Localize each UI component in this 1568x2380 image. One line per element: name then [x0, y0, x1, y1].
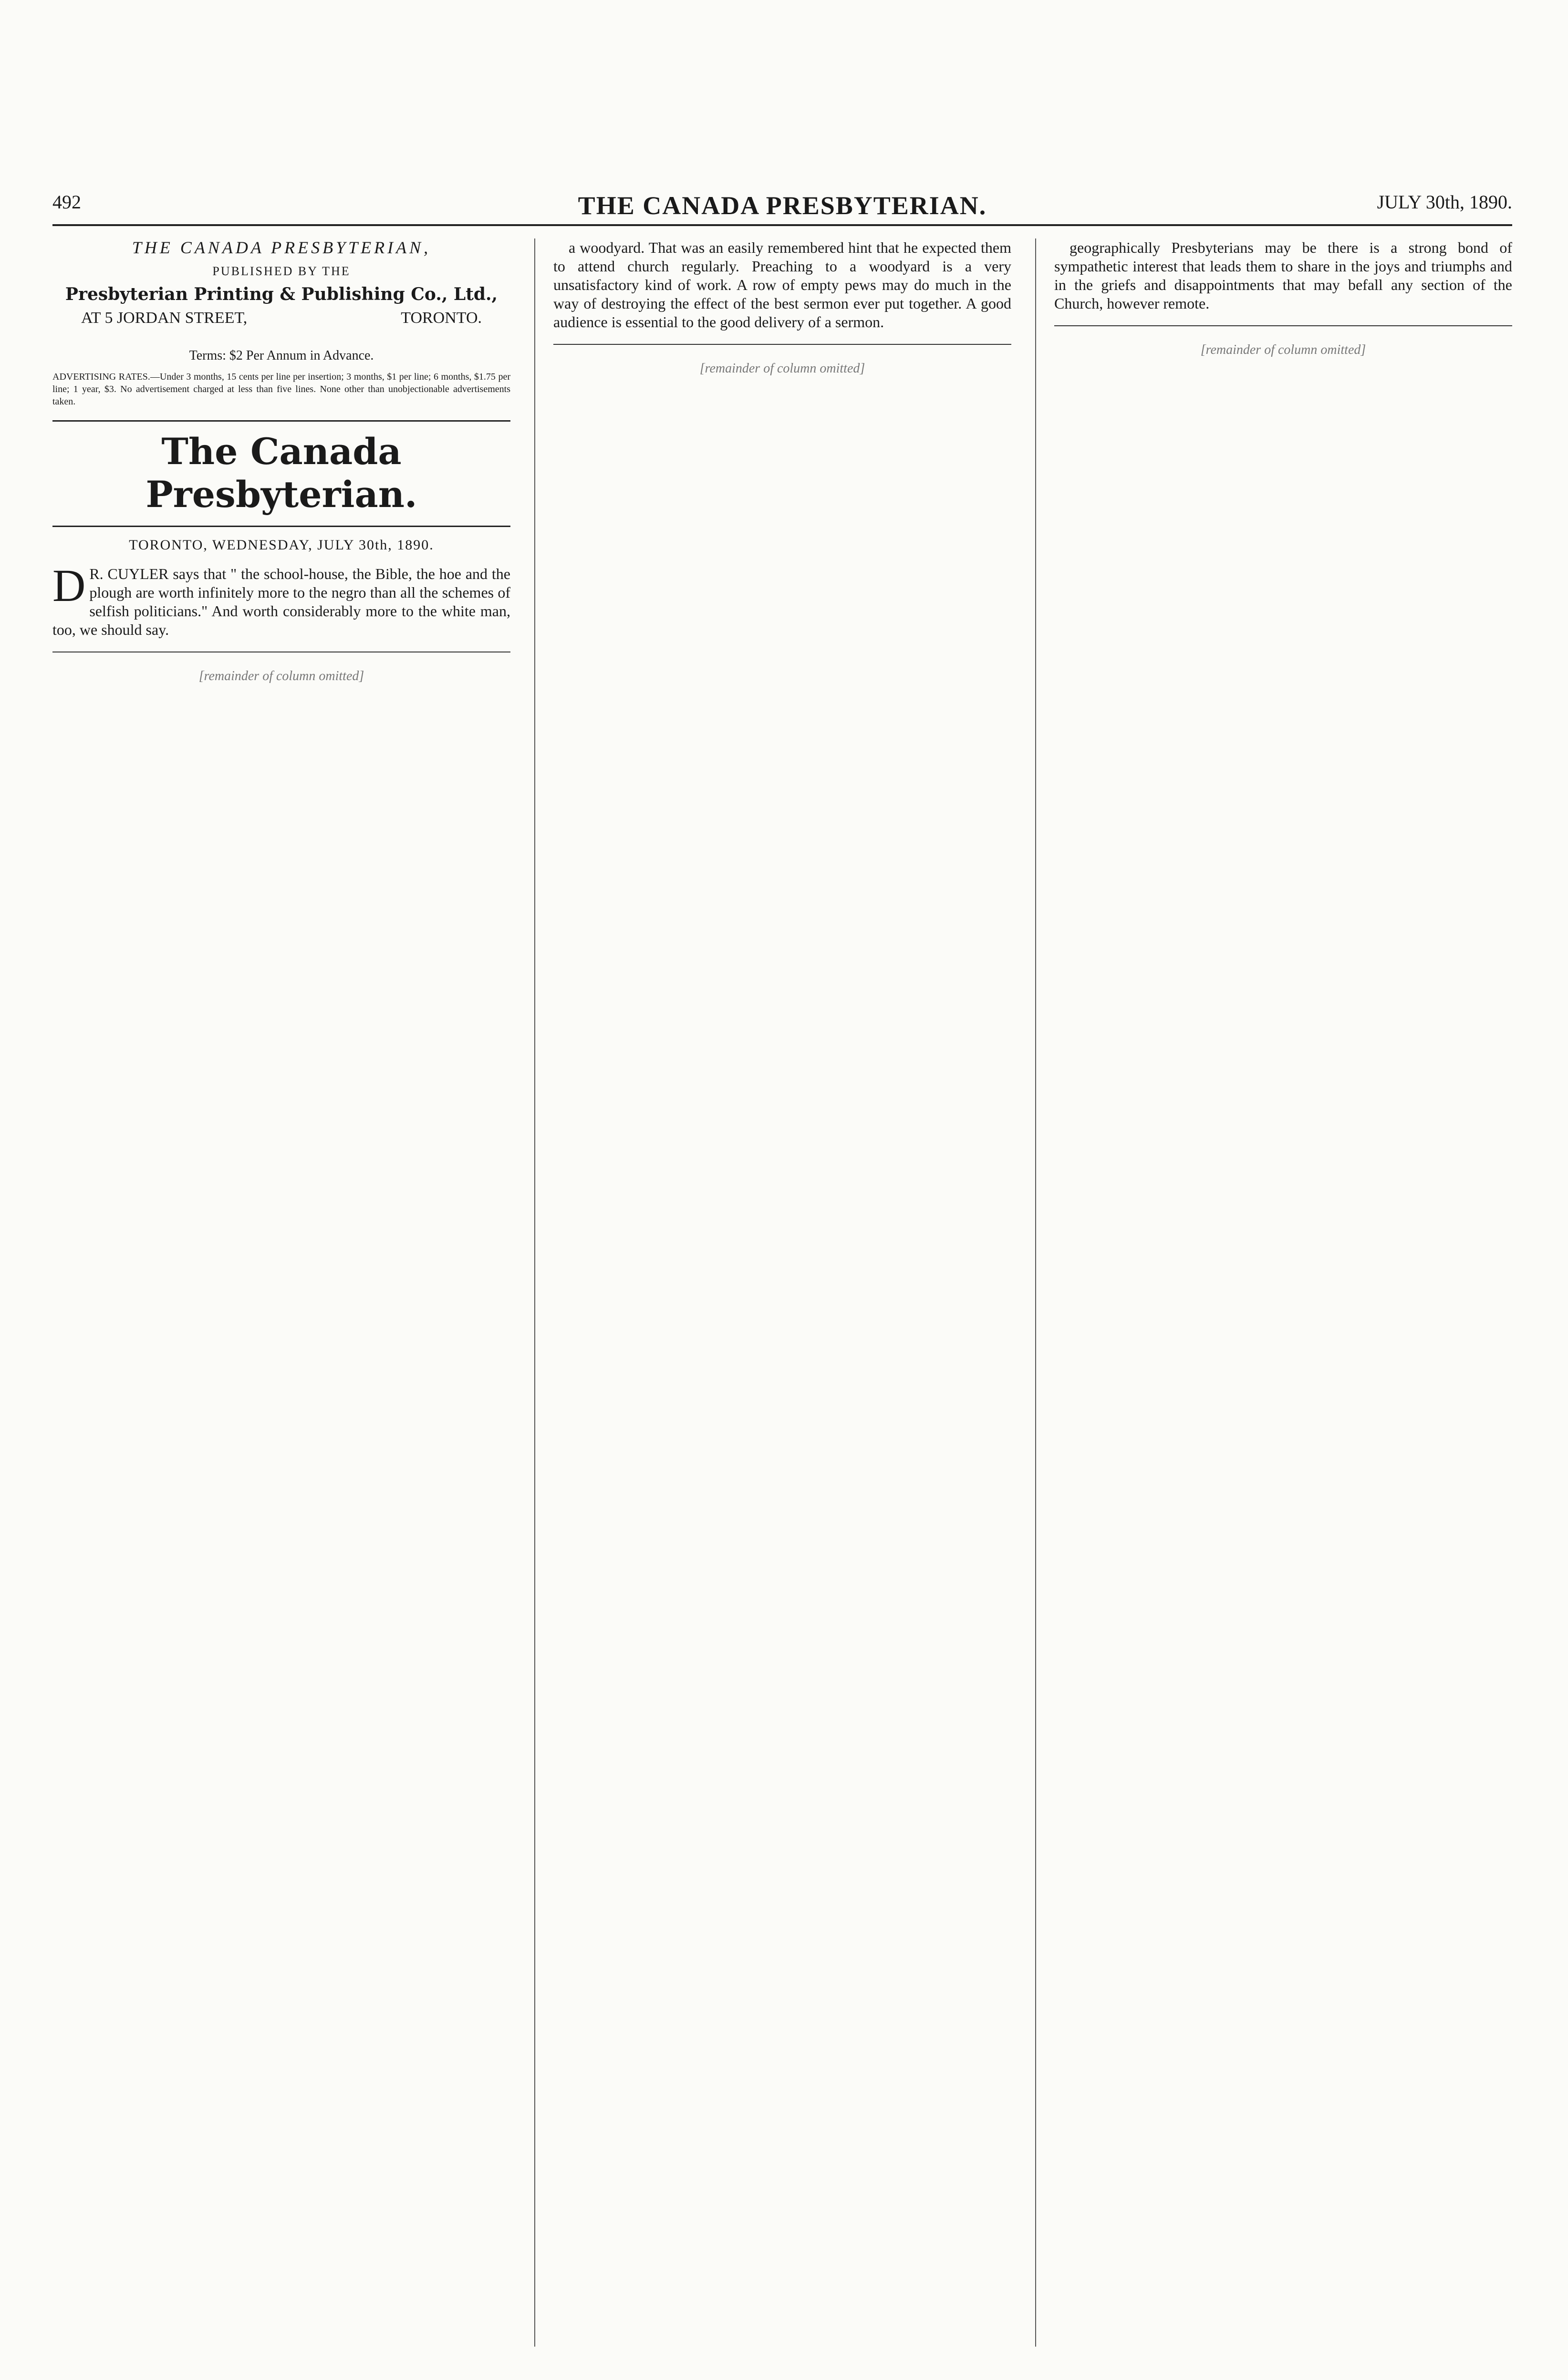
- publisher-company: Presbyterian Printing & Publishing Co., Ltd.,: [65, 284, 498, 304]
- column-1: [52, 238, 510, 2347]
- dateline: TORONTO, WEDNESDAY, JULY 30th, 1890.: [129, 537, 434, 553]
- masthead: The Canada Presbyterian.: [52, 420, 510, 527]
- published-by: PUBLISHED BY THE: [212, 264, 351, 278]
- article: [553, 238, 1011, 345]
- column-divider: [1035, 238, 1036, 2347]
- omitted-note: [remainder of column omitted]: [699, 361, 865, 376]
- article-paragraph: a woodyard. That was an easily remembered hint that he expected them to attend church regularly. Preaching to a woodyard is a very unsatisfactory kind of work. A row of empty pews may do much in the way of destroying the effect of the best sermon ever put together. A good audience is essential to the good delivery of a sermon.: [553, 239, 1011, 331]
- paper-title: THE CANADA PRESBYTERIAN.: [578, 191, 987, 220]
- article-paragraph: geographically Presbyterians may be there is a strong bond of sympathetic interest that leads them to share in the joys and triumphs and in the griefs and disappointments that may befall any section of the Church, however remote.: [1054, 239, 1512, 312]
- publisher-city: TORONTO.: [401, 309, 482, 327]
- advertising-rates: ADVERTISING RATES.—Under 3 months, 15 cents per line per insertion; 3 months, $1 per line; 6 months, $1.75 per line; 1 year, $3. No advertisement charged at less than five lines. None other than unobjectionable advertisements taken.: [52, 372, 510, 407]
- issue-date: JULY 30th, 1890.: [1377, 191, 1512, 213]
- article-list: [553, 238, 1011, 378]
- omitted-note: [remainder of column omitted]: [1200, 342, 1366, 357]
- subscription-terms: Terms: $2 Per Annum in Advance.: [189, 348, 374, 363]
- column-divider: [534, 238, 535, 2347]
- publisher-street: AT 5 JORDAN STREET,: [81, 309, 248, 327]
- header-rule: [52, 224, 1512, 226]
- column-3: [1054, 238, 1512, 2347]
- omitted-note: [remainder of column omitted]: [198, 669, 364, 683]
- article: [52, 560, 510, 652]
- article-list: [52, 560, 510, 685]
- page-number: 492: [52, 191, 81, 213]
- publisher-title: THE CANADA PRESBYTERIAN,: [132, 238, 431, 257]
- article-paragraph: DR. CUYLER says that " the school-house, the Bible, the hoe and the plough are worth infinitely more to the negro than all the schemes of selfish politicians." And worth considerably more to the white man, too, we should say.: [52, 560, 510, 638]
- page-header: [52, 191, 1512, 219]
- column-2: [553, 238, 1011, 2347]
- article: [1054, 238, 1512, 326]
- article-list: [1054, 238, 1512, 359]
- publisher-address: [52, 309, 510, 327]
